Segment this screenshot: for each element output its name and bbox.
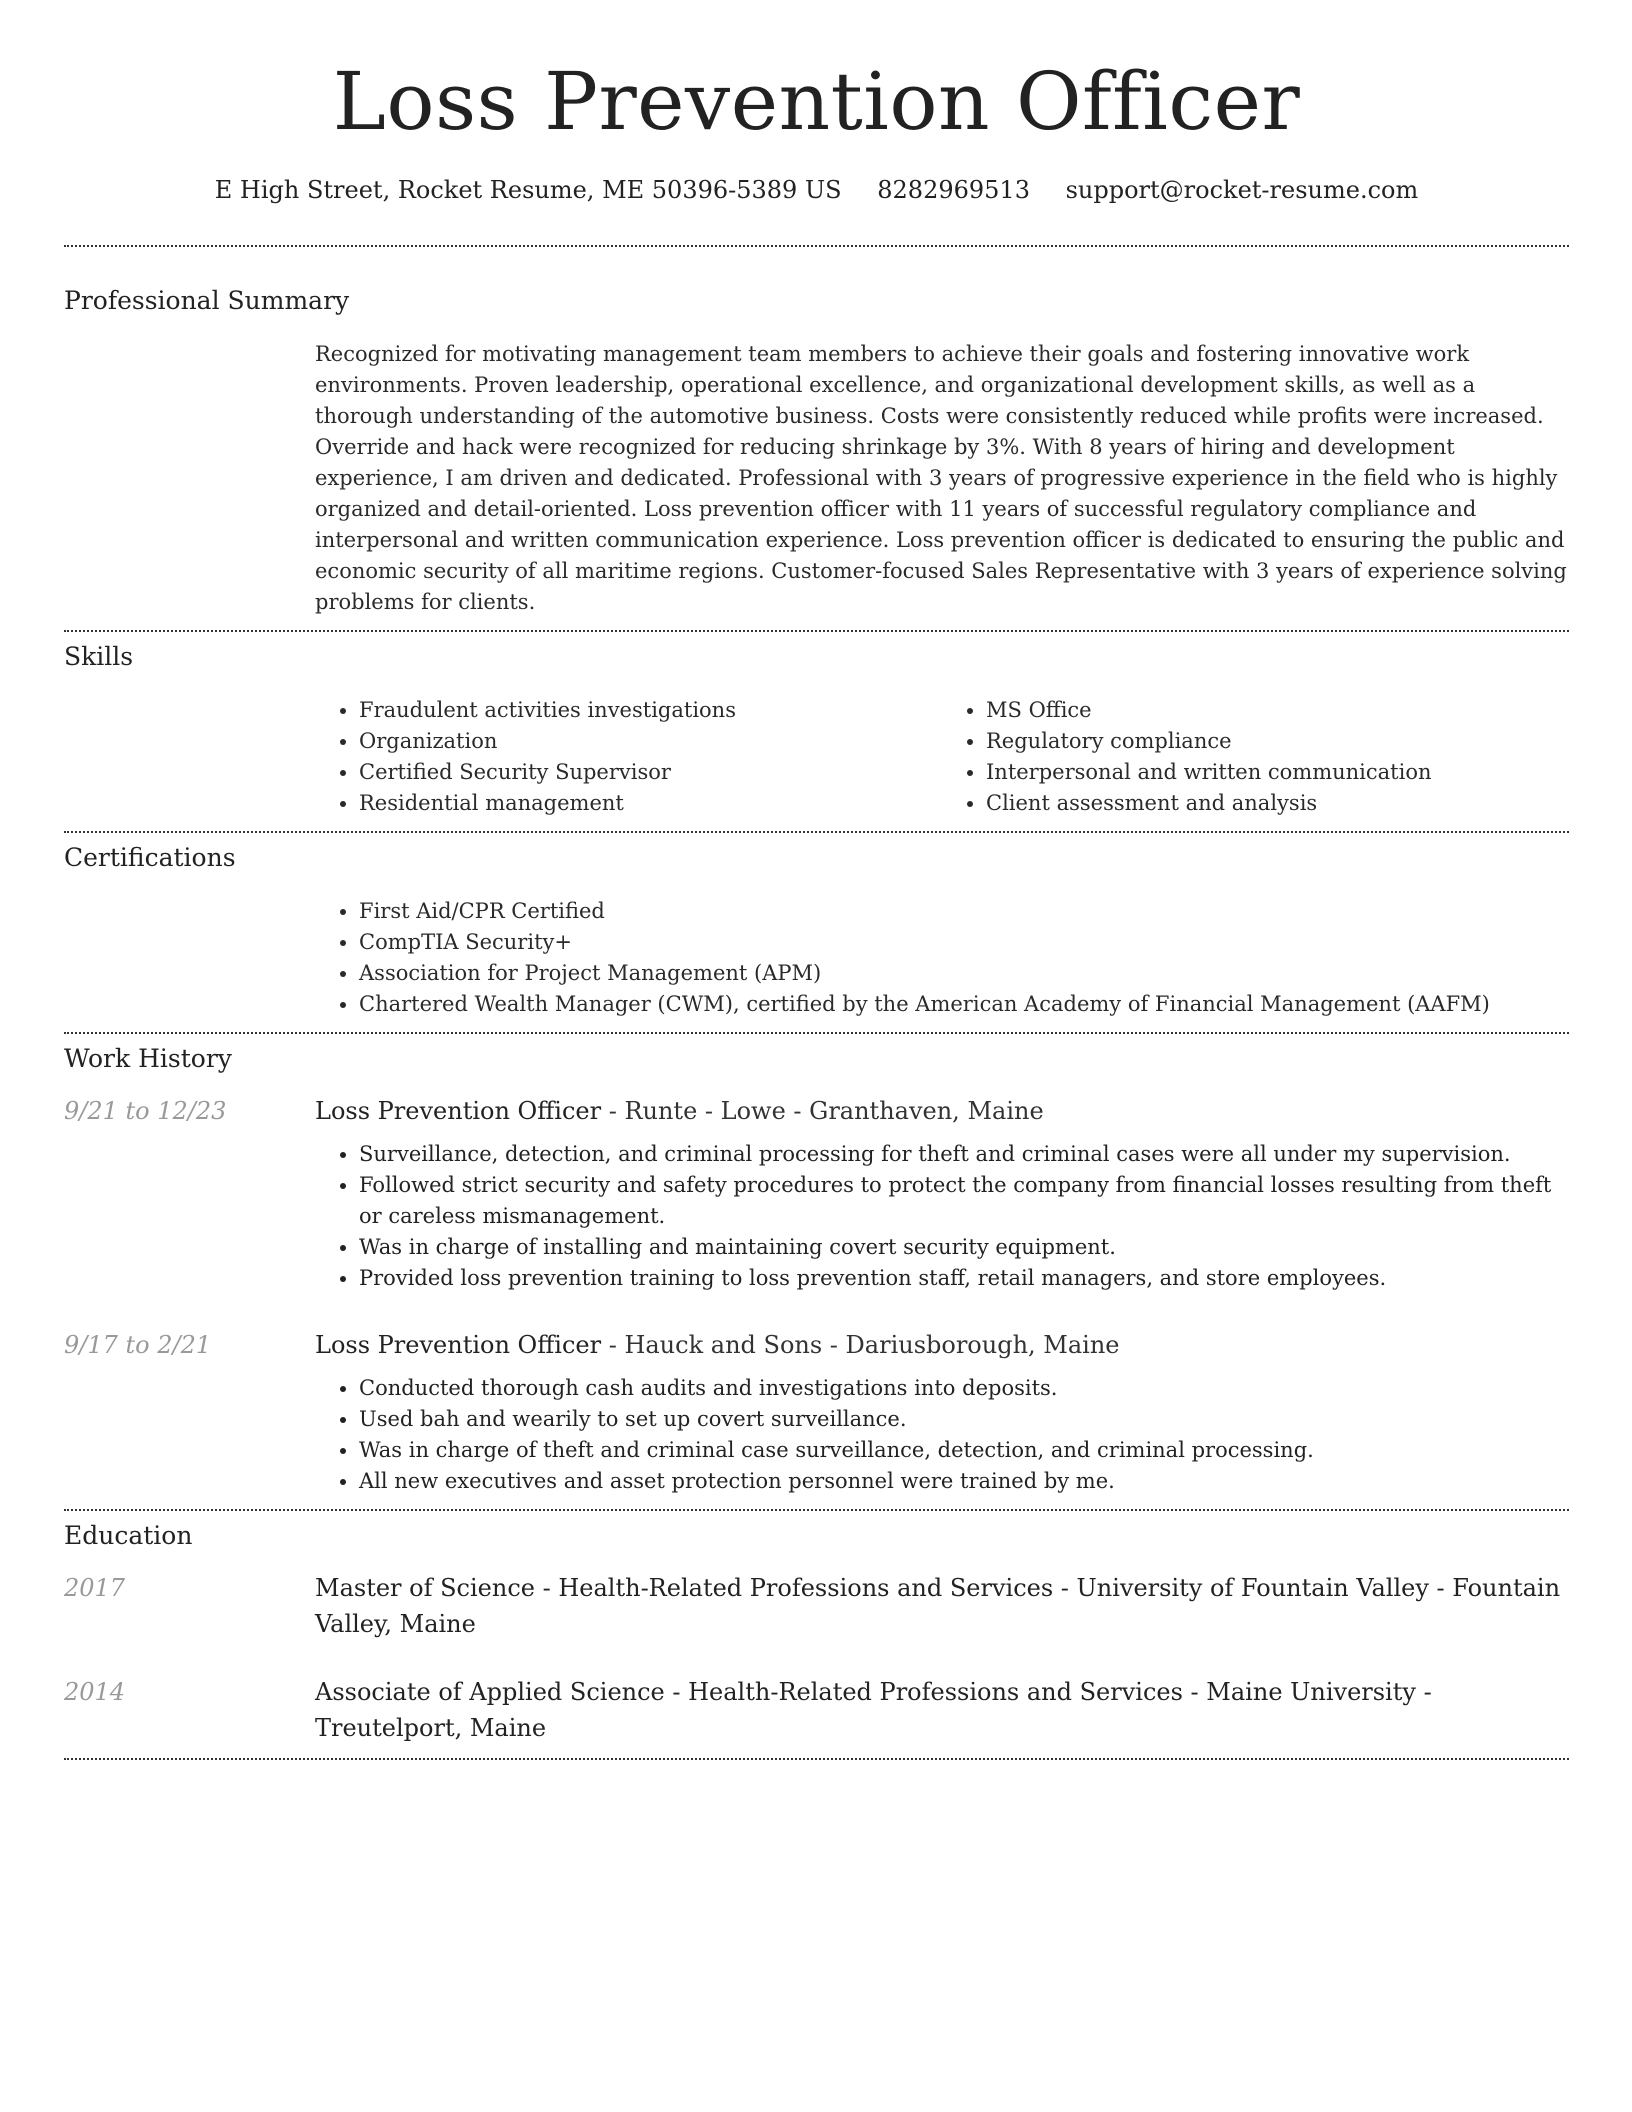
list-item: • Organization [359,726,942,757]
list-item: • Provided loss prevention training to loss prevention staff, retail managers, and store employees. [359,1263,1569,1294]
job-role: Loss Prevention Officer [315,1097,602,1125]
education-meta: - Health-Related Professions and Services - University of Fountain Valley - Fountain Valley, Maine [315,1574,1561,1638]
contact-phone: 8282969513 [877,176,1030,204]
job-bullets [315,1139,1569,1294]
education-degree: Master of Science [315,1574,535,1602]
list-item: • All new executives and asset protection personnel were trained by me. [359,1466,1569,1497]
summary-text: Recognized for motivating management team members to achieve their goals and fostering innovative work environments. Proven leadership, operational excellence, and organizational development skills, as well as a thorough understanding of the automotive business. Costs were consistently reduced while profits were increased. Override and hack were recognized for reducing shrinkage by 3%. With 8 years of hiring and development experience, I am driven and dedicated. Professional with 3 years of progressive experience in the field who is highly organized and detail-oriented. Loss prevention officer with 11 years of successful regulatory compliance and interpersonal and written communication experience. Loss prevention officer is dedicated to ensuring the public and economic security of all maritime regions. Customer-focused Sales Representative with 3 years of experience solving problems for clients. [315,342,1567,614]
list-item: • CompTIA Security+ [359,927,1569,958]
skills-section [64,632,1569,831]
education-entry [64,1570,1569,1642]
education-title [315,1570,1569,1642]
list-item: • Was in charge of theft and criminal case surveillance, detection, and criminal processing. [359,1435,1569,1466]
education-degree: Associate of Applied Science [315,1678,665,1706]
job-role: Loss Prevention Officer [315,1331,602,1359]
certifications-list [315,896,1569,1020]
list-item: • Conducted thorough cash audits and investigations into deposits. [359,1373,1569,1404]
education-title [315,1674,1569,1746]
education-year: 2014 [64,1678,126,1706]
work-entry [64,1093,1569,1294]
education-section [64,1511,1569,1758]
list-item: • Followed strict security and safety procedures to protect the company from financial losses resulting from theft or careless mismanagement. [359,1170,1569,1232]
education-year: 2017 [64,1574,126,1602]
list-item: • Used bah and wearily to set up covert surveillance. [359,1404,1569,1435]
skills-list-right [942,695,1569,819]
contact-address: E High Street, Rocket Resume, ME 50396-5389 US [214,176,842,204]
list-item: • MS Office [986,695,1569,726]
work-entry [64,1327,1569,1497]
skills-grid [315,695,1569,819]
work-history-section [64,1034,1569,1509]
section-title-education: Education [64,1521,193,1550]
summary-section [64,247,1569,630]
list-item: • Surveillance, detection, and criminal processing for theft and criminal cases were all under my supervision. [359,1139,1569,1170]
section-title-work-history: Work History [64,1044,232,1073]
job-meta: - Hauck and Sons - Dariusborough, Maine [601,1331,1120,1359]
list-item: • First Aid/CPR Certified [359,896,1569,927]
work-dates: 9/21 to 12/23 [64,1097,227,1125]
section-title-skills: Skills [64,642,134,671]
skills-list-left [315,695,942,819]
certifications-content [315,896,1569,1020]
section-title-certifications: Certifications [64,843,236,872]
certifications-section [64,833,1569,1032]
list-item: • Interpersonal and written communication [986,757,1569,788]
list-item: • Certified Security Supervisor [359,757,942,788]
resume-name: Loss Prevention Officer [332,55,1301,148]
list-item: • Regulatory compliance [986,726,1569,757]
list-item: • Association for Project Management (APM) [359,958,1569,989]
job-title [315,1093,1569,1129]
job-meta: - Runte - Lowe - Granthaven, Maine [601,1097,1044,1125]
job-title [315,1327,1569,1363]
job-bullets [315,1373,1569,1497]
list-item: • Fraudulent activities investigations [359,695,942,726]
list-item: • Client assessment and analysis [986,788,1569,819]
work-dates: 9/17 to 2/21 [64,1331,212,1359]
summary-content [315,339,1569,618]
section-title-summary: Professional Summary [64,286,350,315]
divider [64,1758,1569,1760]
list-item: • Chartered Wealth Manager (CWM), certified by the American Academy of Financial Management (AAFM) [359,989,1569,1020]
list-item: • Was in charge of installing and maintaining covert security equipment. [359,1232,1569,1263]
contact-email: support@rocket-resume.com [1065,176,1419,204]
contact-line [64,174,1569,206]
resume-page [64,0,1569,1760]
work-entry-body [315,1093,1569,1294]
work-entry-body [315,1327,1569,1497]
education-meta: - Health-Related Professions and Services - Maine University - Treutelport, Maine [315,1678,1432,1742]
education-entry [64,1674,1569,1746]
list-item: • Residential management [359,788,942,819]
